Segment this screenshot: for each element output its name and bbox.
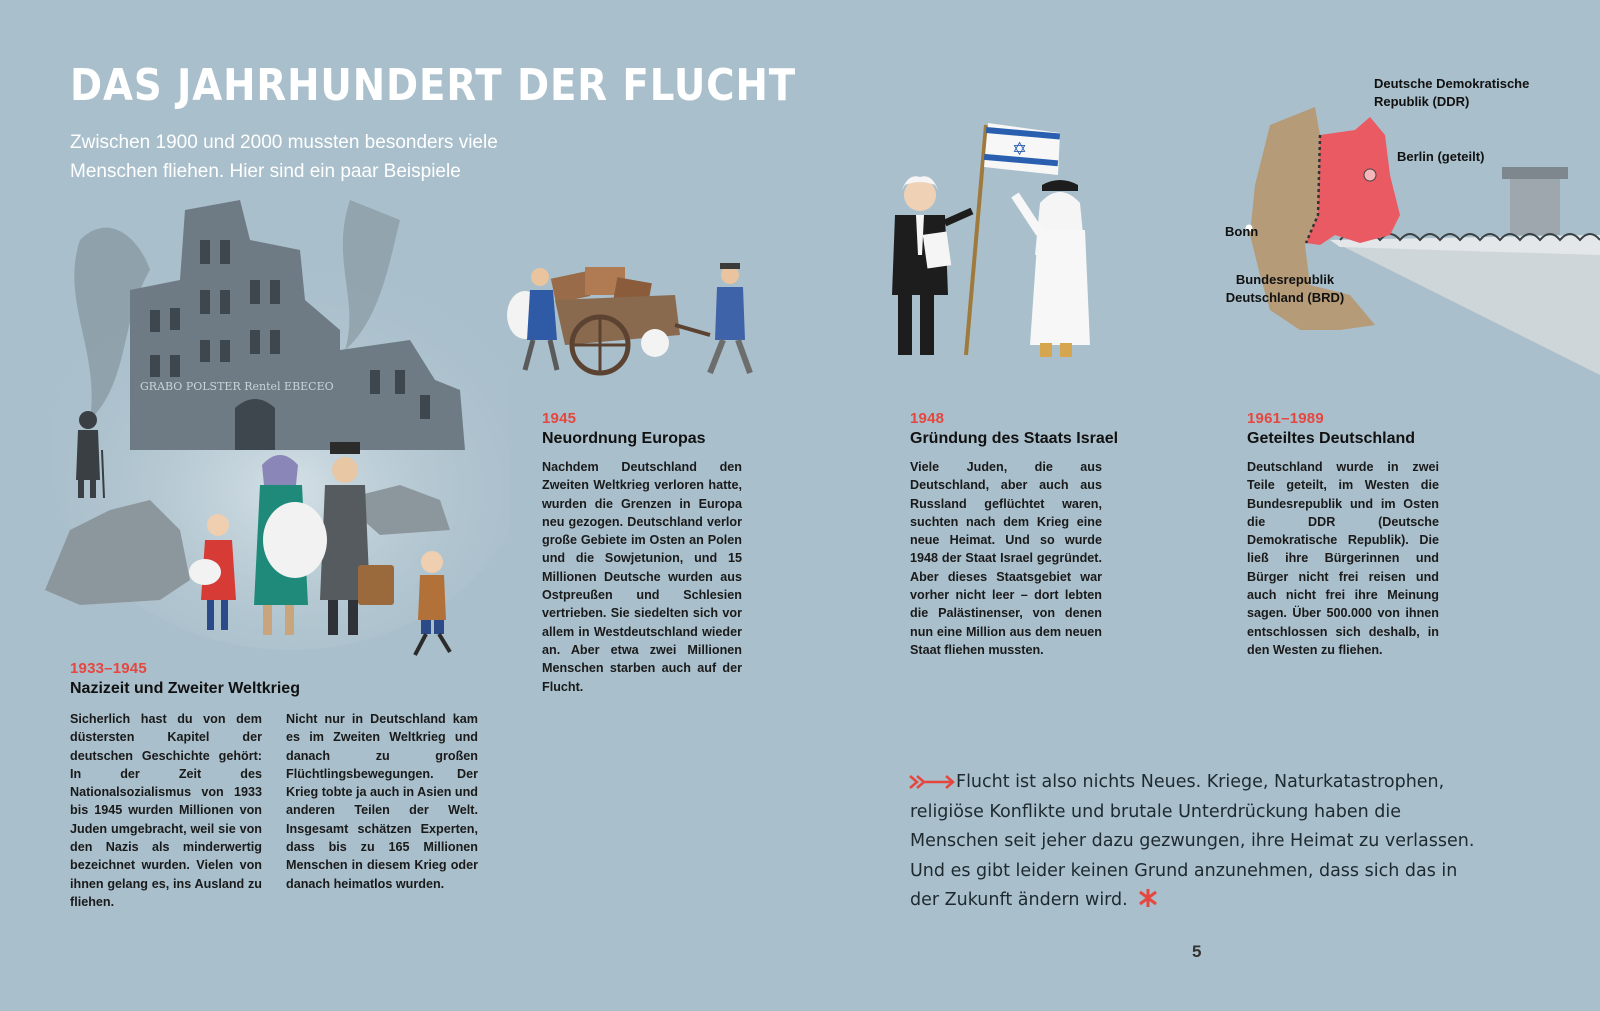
asterisk-end-icon [1137, 888, 1159, 908]
watchtower [1510, 175, 1560, 235]
section-nazizeit [70, 660, 480, 698]
person-with-bundle-left [507, 268, 557, 370]
section-israel [910, 410, 1119, 659]
section-nazizeit-col1: Sicherlich hast du von dem düstersten Kapitel der deutschen Geschichte gehört: In der Zeit des Nationalsozialismus von 1933 bis 1945 wurden Millionen von Juden umgebracht, weil sie von den Nazis als minderwertig bezeichnet wurden. Vielen von ihnen gelang es, ins Ausland zu fliehen. [70, 712, 262, 909]
section-year: 1948 [910, 410, 945, 427]
handcart [551, 267, 710, 373]
section-nazizeit-col2: Nicht nur in Deutschland kam es im Zweiten Weltkrieg und danach zu großen Flüchtlingsbewegungen. Der Krieg tobte ja auch in Asien und anderen Teilen der Welt. Insgesamt schätzen Experten, dass bis zu 165 Millionen Menschen in diesem Krieg oder danach heimatlos wurden. [286, 712, 478, 891]
ruin-sign-text: GRABO POLSTER Rentel EBECEO [140, 380, 334, 393]
ruin-family-illustration [40, 180, 510, 670]
israel-flag [984, 123, 1060, 175]
section-year: 1933–1945 [70, 660, 147, 677]
map-label-berlin: Berlin (geteilt) [1397, 149, 1485, 164]
section-heading: Gründung des Staats Israel [910, 430, 1119, 447]
page-title: DAS JAHRHUNDERT DER FLUCHT [70, 60, 797, 111]
section-heading: Nazizeit und Zweiter Weltkrieg [70, 680, 300, 697]
map-label-ddr [1374, 75, 1529, 111]
section-geteilt [1247, 410, 1439, 659]
closing-quote-text: Flucht ist also nichts Neues. Kriege, Naturkatastrophen, religiöse Konflikte und brutale Unterdrückung haben die Menschen seit jeher dazu gezwungen, ihre Heimat zu verlassen. Und es gibt leider keinen Grund anzunehmen, dass sich das in der Zukunft ändern wird. [910, 772, 1475, 910]
section-text: Nachdem Deutschland den Zweiten Weltkrieg verloren hatte, wurden die Grenzen in Europa neu gezogen. Deutschland verlor große Gebiete im Osten an Polen und die Sowjetunion, und 15 Millionen Deutsche wurden aus Ostpreußen und Schlesien vertrieben. Sie siedelten sich vor allem in Westdeutschland wieder an. Aber etwa zwei Millionen Menschen starben auch auf der Flucht. [542, 460, 742, 694]
section-text: Viele Juden, die aus Deutschland, aber auch aus Russland geflüchtet waren, suchten nach dem Krieg eine neue Heimat. Und so wurde 1948 der Staat Israel gegründet. Aber dieses Staatsgebiet war vorher nicht leer – dort lebten die Palästinenser, von denen nun eine Million aus dem neuen Staat fliehen mussten. [910, 460, 1102, 657]
section-heading: Geteiltes Deutschland [1247, 430, 1416, 447]
israel-founding-illustration [880, 115, 1110, 375]
map-label-brd-line2: Deutschland (BRD) [1225, 290, 1345, 305]
refugee-cart-illustration [505, 255, 755, 390]
closing-quote [910, 768, 1475, 916]
section-year: 1945 [542, 410, 577, 427]
map-label-ddr-line2: Republik (DDR) [1374, 94, 1470, 109]
map-label-bonn: Bonn [1225, 224, 1259, 239]
divided-germany-map [1240, 95, 1600, 385]
section-year: 1961–1989 [1247, 410, 1324, 427]
map-label-brd [1210, 271, 1360, 307]
man-pulling-cart [710, 263, 750, 373]
map-label-brd-line1: Bundesrepublik [1235, 272, 1335, 287]
map-label-ddr-line1: Deutsche Demokratische [1374, 76, 1530, 91]
man-in-suit [892, 176, 972, 355]
page-number: 5 [1192, 942, 1202, 961]
page-subtitle: Zwischen 1900 und 2000 mussten besonders viele Menschen fliehen. Hier sind ein paar Beispiele [70, 132, 498, 182]
svg-text:✡: ✡ [1012, 139, 1028, 160]
section-europa [542, 410, 742, 696]
man-in-white-robe [1015, 180, 1090, 357]
section-heading: Neuordnung Europas [542, 430, 706, 447]
berlin-marker [1364, 169, 1376, 181]
flagpole [966, 125, 986, 355]
section-text: Deutschland wurde in zwei Teile geteilt, im Westen die Bundesrepublik und im Osten die DDR (Deutsche Demokratische Republik). Die ließ ihre Bürgerinnen und Bürger nicht frei reisen und auch nicht frei ihre Meinung sagen. Über 500.000 von ihnen entschlossen sich deshalb, in den Westen zu fliehen. [1247, 460, 1439, 657]
